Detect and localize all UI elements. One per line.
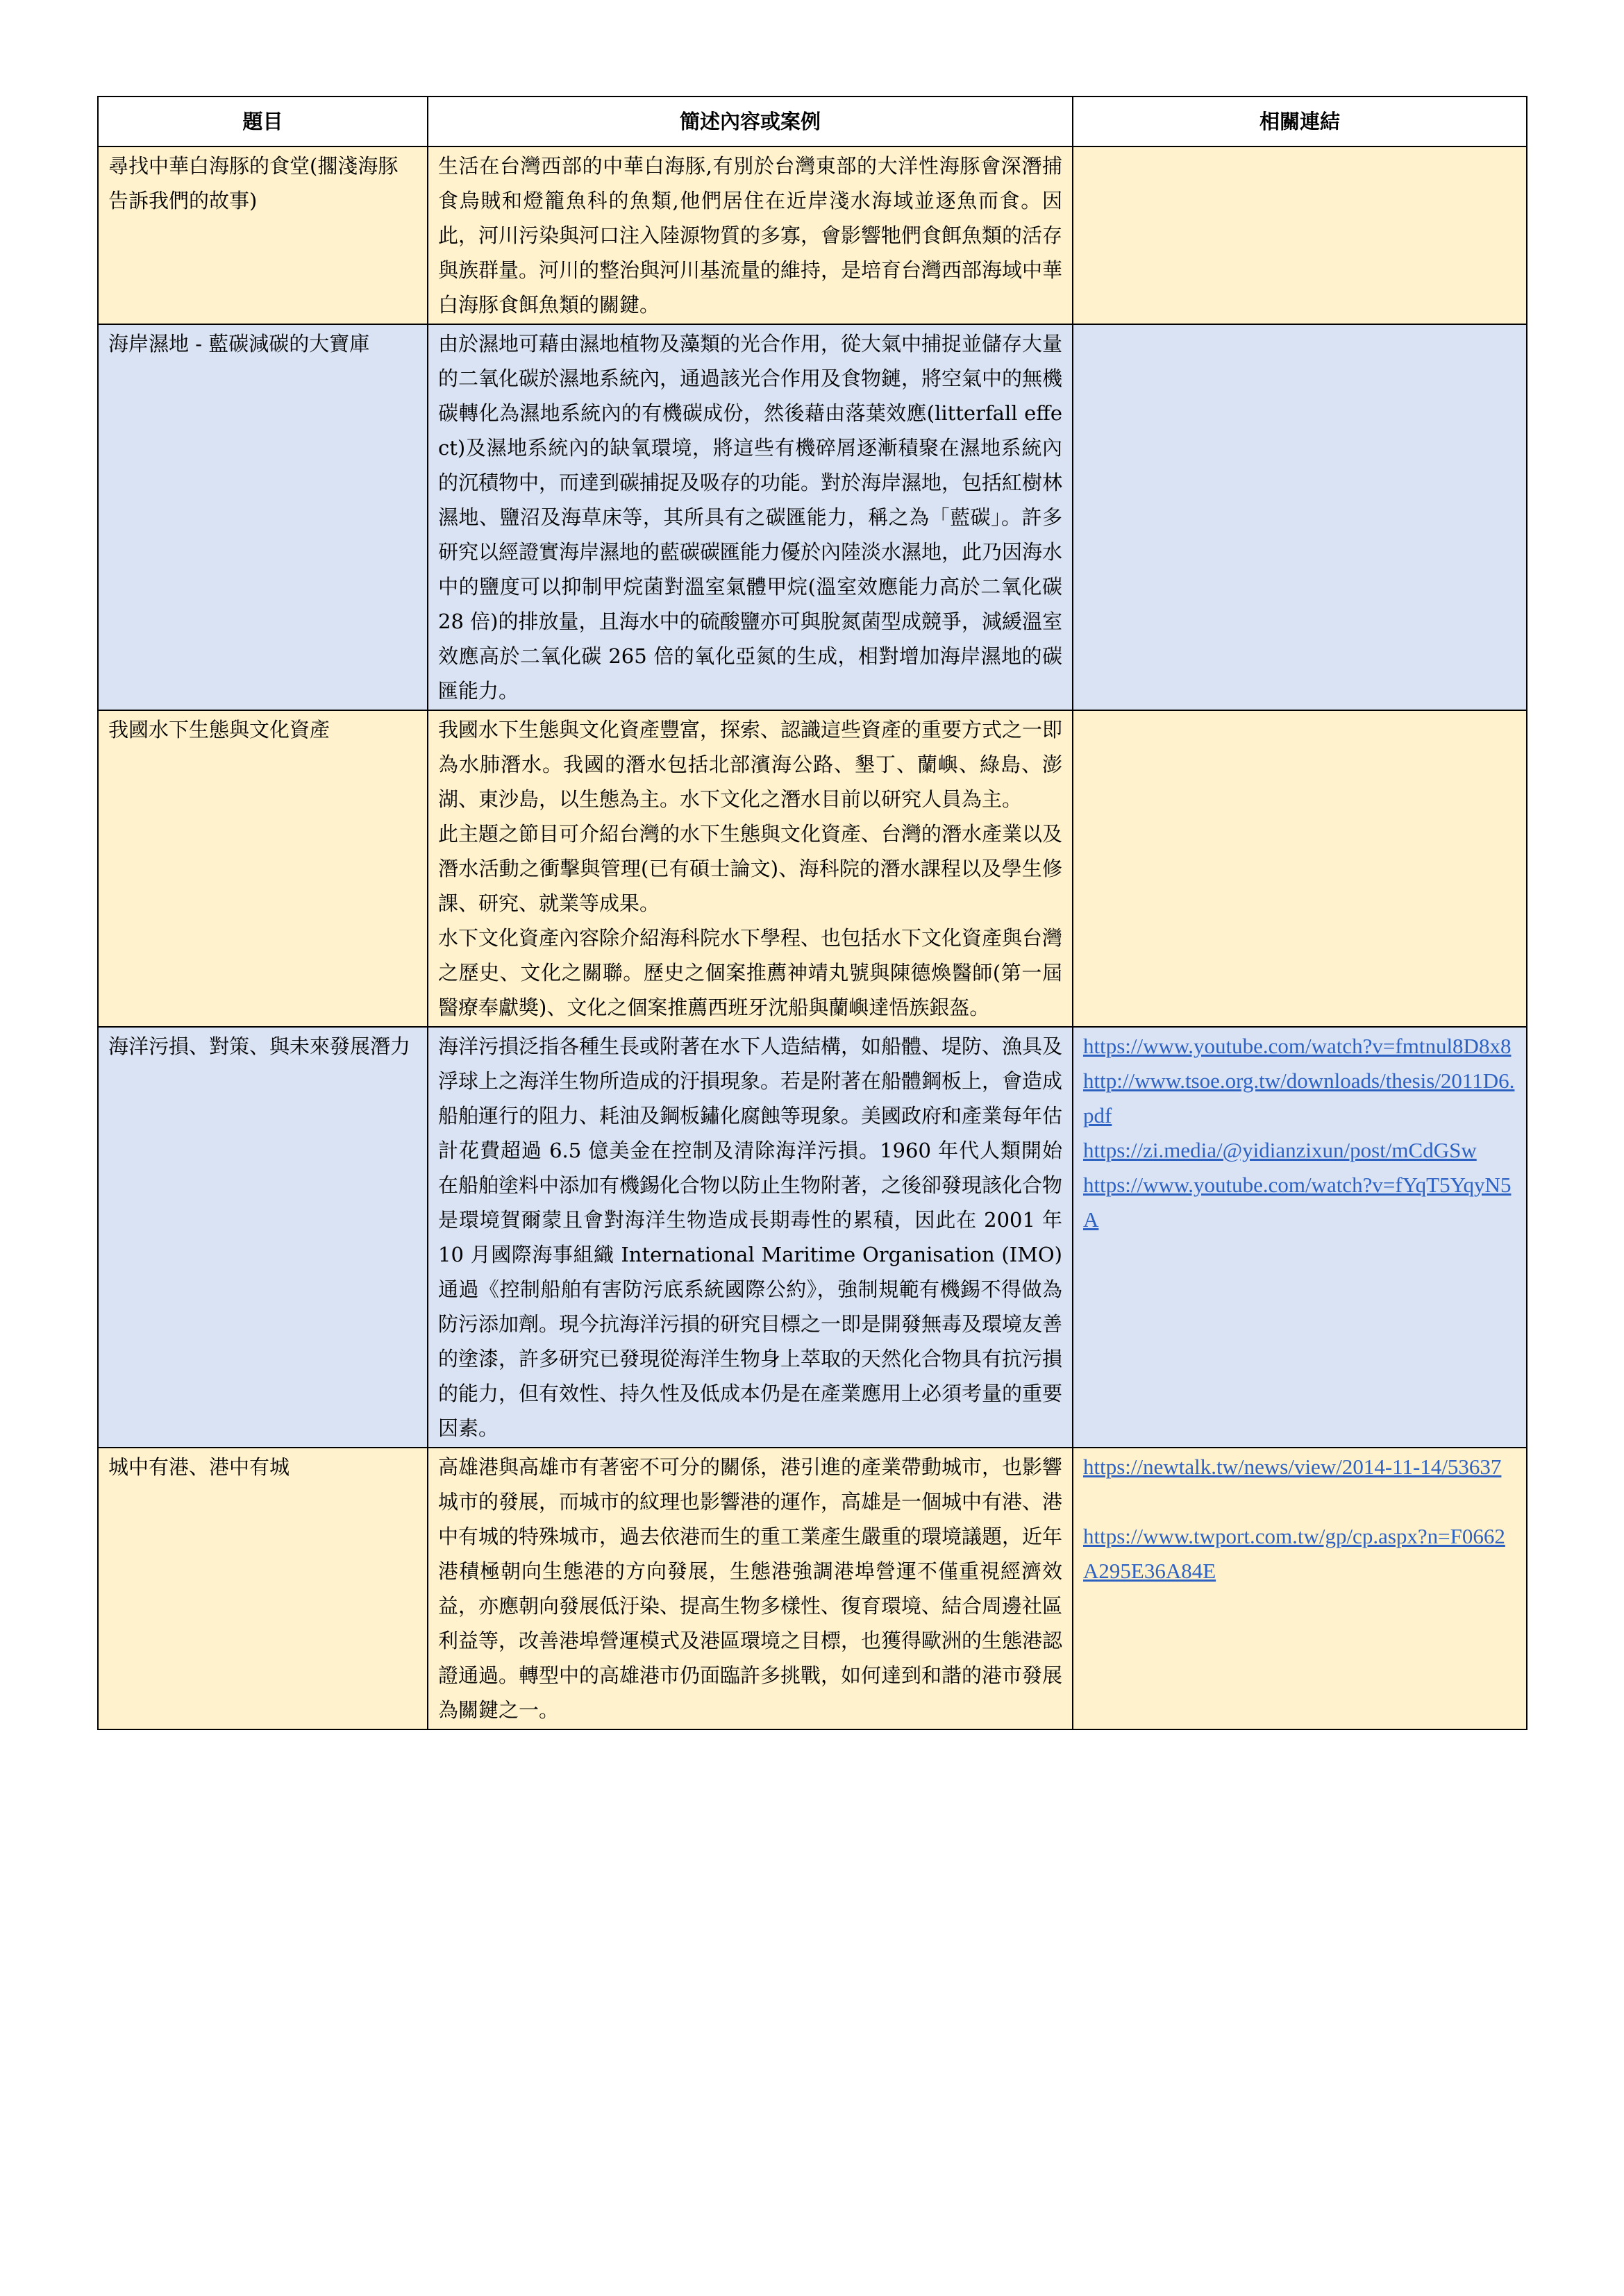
- summary-cell: [428, 1027, 1073, 1448]
- table-row: [98, 1027, 1527, 1448]
- link-spacer: [1083, 1484, 1516, 1519]
- topic-cell: 我國水下生態與文化資產: [98, 710, 428, 1027]
- summary-paragraph: 生活在台灣西部的中華白海豚,有別於台灣東部的大洋性海豚會深潛捕食烏賊和燈籠魚科的魚類,他們居住在近岸淺水海域並逐魚而食。因此，河川污染與河口注入陸源物質的多寡，會影響牠們食餌魚類的活存與族群量。河川的整治與河川基流量的維持，是培育台灣西部海域中華白海豚食餌魚類的關鍵。: [438, 154, 1063, 317]
- summary-paragraph: 我國水下生態與文化資產豐富，探索、認識這些資產的重要方式之一即為水肺潛水。我國的潛水包括北部濱海公路、墾丁、蘭嶼、綠島、澎湖、東沙島，以生態為主。水下文化之潛水目前以研究人員為主。: [438, 718, 1063, 811]
- header-summary: 簡述內容或案例: [428, 97, 1073, 146]
- table-row: [98, 146, 1527, 324]
- related-link[interactable]: https://zi.media/@yidianzixun/post/mCdGSw: [1083, 1138, 1477, 1162]
- table-row: [98, 324, 1527, 710]
- header-row: [98, 97, 1527, 146]
- links-cell: [1073, 1448, 1527, 1729]
- summary-cell: [428, 710, 1073, 1027]
- summary-cell: [428, 324, 1073, 710]
- summary-paragraph: 此主題之節目可介紹台灣的水下生態與文化資產、台灣的潛水產業以及潛水活動之衝擊與管理(已有碩士論文)、海科院的潛水課程以及學生修課、研究、就業等成果。: [438, 822, 1063, 915]
- topic-cell: 海岸濕地 - 藍碳減碳的大寶庫: [98, 324, 428, 710]
- links-cell: [1073, 1027, 1527, 1448]
- table-row: [98, 710, 1527, 1027]
- topic-cell: 尋找中華白海豚的食堂(擱淺海豚告訴我們的故事): [98, 146, 428, 324]
- related-link[interactable]: https://www.twport.com.tw/gp/cp.aspx?n=F0662A295E36A84E: [1083, 1524, 1505, 1583]
- header-links: 相關連結: [1073, 97, 1527, 146]
- related-link[interactable]: https://www.youtube.com/watch?v=fmtnul8D8x8: [1083, 1034, 1512, 1058]
- summary-paragraph: 由於濕地可藉由濕地植物及藻類的光合作用，從大氣中捕捉並儲存大量的二氧化碳於濕地系統內，通過該光合作用及食物鏈，將空氣中的無機碳轉化為濕地系統內的有機碳成份，然後藉由落葉效應(litterfall effect)及濕地系統內的缺氧環境，將這些有機碎屑逐漸積聚在濕地系統內的沉積物中，而達到碳捕捉及吸存的功能。對於海岸濕地，包括紅樹林濕地、鹽沼及海草床等，其所具有之碳匯能力，稱之為「藍碳」。許多研究以經證實海岸濕地的藍碳碳匯能力優於內陸淡水濕地，此乃因海水中的鹽度可以抑制甲烷菌對溫室氣體甲烷(溫室效應能力高於二氧化碳 28 倍)的排放量，且海水中的硫酸鹽亦可與脫氮菌型成競爭，減緩溫室效應高於二氧化碳 265 倍的氧化亞氮的生成，相對增加海岸濕地的碳匯能力。: [438, 332, 1063, 703]
- topic-table: [97, 96, 1527, 1730]
- table-body: [98, 146, 1527, 1729]
- related-link[interactable]: http://www.tsoe.org.tw/downloads/thesis/2011D6.pdf: [1083, 1069, 1515, 1128]
- header-topic: 題目: [98, 97, 428, 146]
- table-row: [98, 1448, 1527, 1729]
- links-cell: [1073, 324, 1527, 710]
- topic-cell: 海洋污損、對策、與未來發展潛力: [98, 1027, 428, 1448]
- related-link[interactable]: https://www.youtube.com/watch?v=fYqT5YqyN5A: [1083, 1173, 1512, 1232]
- summary-paragraph: 高雄港與高雄市有著密不可分的關係，港引進的產業帶動城市，也影響城市的發展，而城市的紋理也影響港的運作，高雄是一個城中有港、港中有城的特殊城市，過去依港而生的重工業產生嚴重的環境議題，近年港積極朝向生態港的方向發展，生態港強調港埠營運不僅重視經濟效益，亦應朝向發展低汙染、提高生物多樣性、復育環境、結合周邊社區利益等，改善港埠營運模式及港區環境之目標，也獲得歐洲的生態港認證通過。轉型中的高雄港市仍面臨許多挑戰，如何達到和諧的港市發展為關鍵之一。: [438, 1455, 1063, 1722]
- links-cell: [1073, 146, 1527, 324]
- topic-cell: 城中有港、港中有城: [98, 1448, 428, 1729]
- summary-cell: [428, 146, 1073, 324]
- related-link[interactable]: https://newtalk.tw/news/view/2014-11-14/53637: [1083, 1455, 1502, 1479]
- links-cell: [1073, 710, 1527, 1027]
- summary-cell: [428, 1448, 1073, 1729]
- summary-paragraph: 水下文化資產內容除介紹海科院水下學程、也包括水下文化資產與台灣之歷史、文化之關聯。歷史之個案推薦神靖丸號與陳德煥醫師(第一屆醫療奉獻獎)、文化之個案推薦西班牙沈船與蘭嶼達悟族銀盔。: [438, 926, 1063, 1019]
- summary-paragraph: 海洋污損泛指各種生長或附著在水下人造結構，如船體、堤防、漁具及浮球上之海洋生物所造成的汙損現象。若是附著在船體鋼板上，會造成船舶運行的阻力、耗油及鋼板鏽化腐蝕等現象。美國政府和產業每年估計花費超過 6.5 億美金在控制及清除海洋污損。1960 年代人類開始在船舶塗料中添加有機錫化合物以防止生物附著，之後卻發現該化合物是環境賀爾蒙且會對海洋生物造成長期毒性的累積，因此在 2001 年 10 月國際海事組織 International Maritime Organisation (IMO)通過《控制船舶有害防污底系統國際公約》，強制規範有機錫不得做為防污添加劑。現今抗海洋污損的研究目標之一即是開發無毒及環境友善的塗漆，許多研究已發現從海洋生物身上萃取的天然化合物具有抗污損的能力，但有效性、持久性及低成本仍是在產業應用上必須考量的重要因素。: [438, 1034, 1063, 1440]
